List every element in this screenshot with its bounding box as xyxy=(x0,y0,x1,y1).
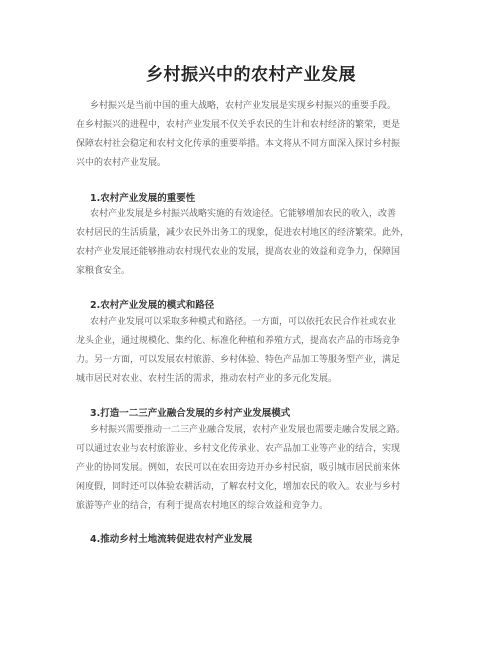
section-line: 农村产业发展还能够推动农村现代农业的发展，提高农业的效益和竞争力，保障国 xyxy=(76,247,401,257)
section-line: 乡村振兴需要推动一二三产业融合发展，农村产业发展也需要走融合发展之路。 xyxy=(90,425,406,435)
section-line: 龙头企业，通过规模化、集约化、标准化种植和养殖方式，提高农产品的市场竞争 xyxy=(76,336,401,346)
section-paragraph xyxy=(76,421,436,516)
section-heading: 1.农村产业发展的重要性 xyxy=(90,193,196,204)
section-line: 可以通过农业与农村旅游业、乡村文化传承业、农产品加工业等产业的结合，实现 xyxy=(76,444,401,454)
document-title: 乡村振兴中的农村产业发展 xyxy=(146,65,356,85)
section-heading: 4.推动乡村土地流转促进农村产业发展 xyxy=(90,534,253,545)
section-line: 产业的协同发展。例如，农民可以在农田旁边开办乡村民宿，吸引城市居民前来休 xyxy=(76,463,401,473)
intro-line: 在乡村振兴的进程中，农村产业发展不仅关乎农民的生计和农村经济的繁荣，更是 xyxy=(76,120,401,130)
intro-paragraph xyxy=(76,97,436,173)
section-line: 旅游等产业的结合，有利于提高农村地区的综合效益和竞争力。 xyxy=(76,501,329,511)
section-paragraph xyxy=(76,205,436,281)
section-heading: 2.农村产业发展的模式和路径 xyxy=(90,300,215,311)
section-line: 农村产业发展是乡村振兴战略实施的有效途径。它能够增加农民的收入，改善 xyxy=(90,209,397,219)
intro-line: 乡村振兴是当前中国的重大战略，农村产业发展是实现乡村振兴的重要手段。 xyxy=(90,101,397,111)
section-line: 闲度假，同时还可以体验农耕活动，了解农村文化，增加农民的收入。农业与乡村 xyxy=(76,482,401,492)
section-line: 农村产业发展可以采取多种模式和路径。一方面，可以依托农民合作社或农业 xyxy=(90,317,397,327)
section-line: 力。另一方面，可以发展农村旅游、乡村体验、特色产品加工等服务型产业，满足 xyxy=(76,355,401,365)
intro-line: 保障农村社会稳定和农村文化传承的重要举措。本文将从不同方面深入探讨乡村振 xyxy=(76,139,401,149)
section-heading: 3.打造一二三产业融合发展的乡村产业发展模式 xyxy=(90,408,291,419)
section-line: 城市居民对农业、农村生活的需求，推动农村产业的多元化发展。 xyxy=(76,374,338,384)
section-line: 农村居民的生活质量，减少农民外出务工的现象，促进农村地区的经济繁荣。此外， xyxy=(76,228,410,238)
section-line: 家粮食安全。 xyxy=(76,266,131,276)
intro-line: 兴中的农村产业发展。 xyxy=(76,158,167,168)
section-paragraph xyxy=(76,313,436,389)
